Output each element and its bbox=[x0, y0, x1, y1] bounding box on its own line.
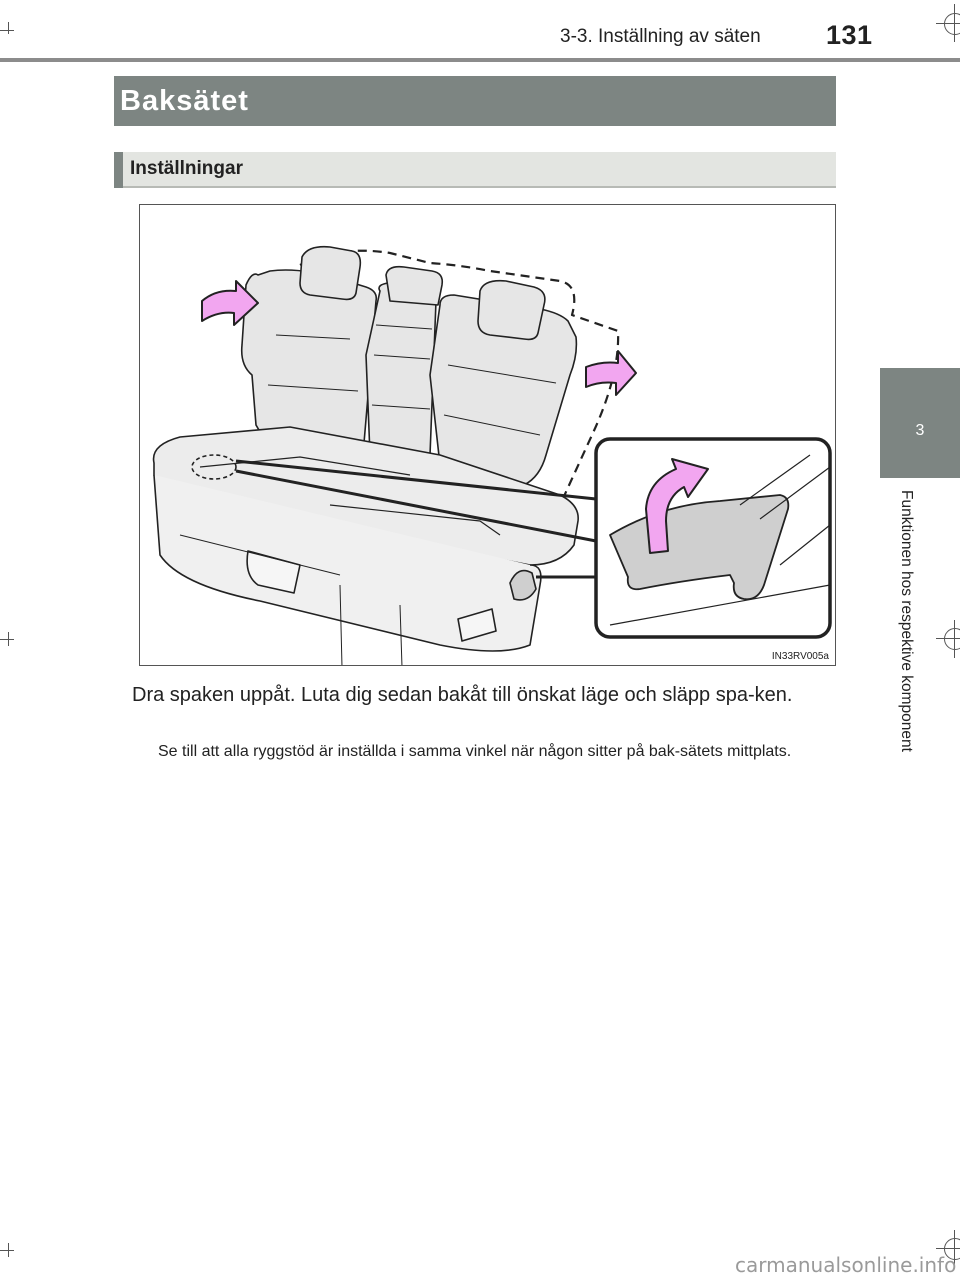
crop-mark bbox=[936, 23, 960, 24]
subsection-title: Inställningar bbox=[130, 158, 243, 179]
rear-seat-drawing bbox=[140, 205, 836, 666]
instruction-text: Dra spaken uppåt. Luta dig sedan bakåt till önskat läge och släpp spa-ken. bbox=[132, 684, 793, 706]
subsection-marker bbox=[114, 152, 123, 188]
crop-mark bbox=[0, 639, 14, 640]
crop-mark bbox=[0, 30, 14, 31]
chapter-title: Funktionen hos respektive komponent bbox=[898, 490, 915, 752]
registration-mark bbox=[944, 628, 960, 650]
registration-mark bbox=[944, 13, 960, 35]
subsection-bar bbox=[114, 152, 836, 188]
crop-mark bbox=[936, 1248, 960, 1249]
crop-mark bbox=[954, 620, 955, 658]
chapter-tab bbox=[880, 368, 960, 478]
figure-code: IN33RV005a bbox=[771, 651, 829, 662]
crop-mark bbox=[8, 22, 9, 34]
crop-mark bbox=[936, 638, 960, 639]
crop-mark bbox=[0, 1250, 14, 1251]
note-text: Se till att alla ryggstöd är inställda i samma vinkel när någon sitter på bak-sätets mittplats. bbox=[158, 743, 792, 760]
header-rule bbox=[0, 58, 960, 62]
footer-watermark: carmanualsonline.info bbox=[735, 1253, 957, 1277]
chapter-number: 3 bbox=[915, 422, 925, 439]
page-number: 131 bbox=[826, 20, 873, 50]
running-header-section: 3-3. Inställning av säten bbox=[560, 26, 761, 47]
section-title: Baksätet bbox=[114, 76, 836, 126]
seat-illustration bbox=[139, 204, 836, 666]
